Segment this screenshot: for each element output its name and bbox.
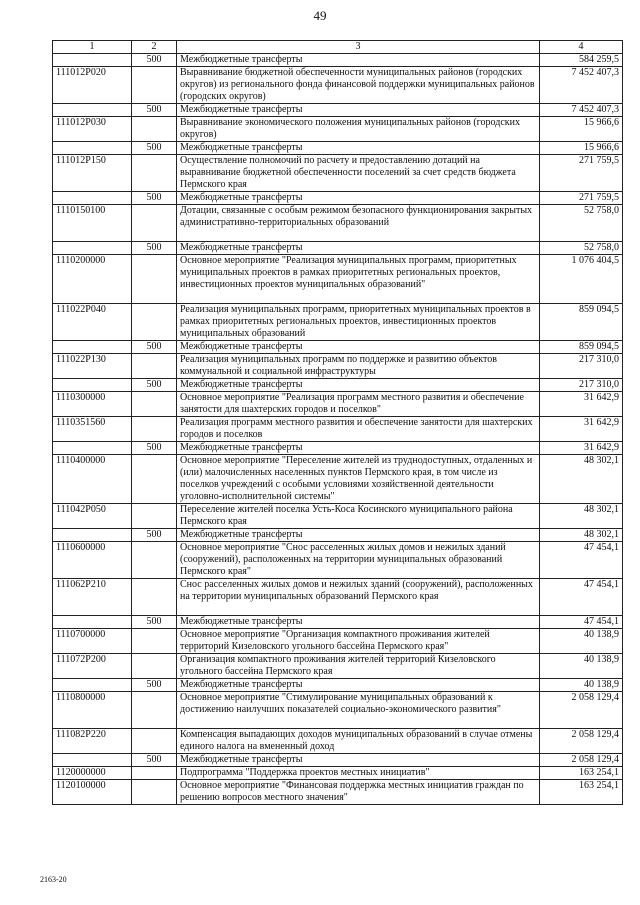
table-row bbox=[53, 455, 623, 504]
row-name: Межбюджетные трансферты bbox=[177, 616, 540, 629]
row-expense-type bbox=[132, 417, 177, 442]
row-amount: 2 058 129,4 bbox=[540, 692, 623, 729]
row-name: Осуществление полномочий по расчету и предоставлению дотаций на выравнивание бюджетной обеспеченности поселений за счет средств бюджета Пермского края bbox=[177, 155, 540, 192]
row-name: Межбюджетные трансферты bbox=[177, 754, 540, 767]
table-row bbox=[53, 754, 623, 767]
row-code bbox=[53, 754, 132, 767]
row-name: Выравнивание бюджетной обеспеченности муниципальных районов (городских округов) из регионального фонда финансовой поддержки муниципальных районов (городских округов) bbox=[177, 67, 540, 104]
row-amount: 47 454,1 bbox=[540, 616, 623, 629]
row-amount: 7 452 407,3 bbox=[540, 67, 623, 104]
row-amount: 271 759,5 bbox=[540, 155, 623, 192]
row-code: 1110200000 bbox=[53, 255, 132, 304]
row-code bbox=[53, 529, 132, 542]
row-expense-type bbox=[132, 654, 177, 679]
table-row bbox=[53, 304, 623, 341]
row-name: Межбюджетные трансферты bbox=[177, 529, 540, 542]
row-name: Основное мероприятие "Реализация муниципальных программ, приоритетных муниципальных проектов в рамках приоритетных региональных проектов, инвестиционных проектов муниципальных образований" bbox=[177, 255, 540, 304]
row-expense-type bbox=[132, 392, 177, 417]
row-name: Межбюджетные трансферты bbox=[177, 379, 540, 392]
table-row bbox=[53, 542, 623, 579]
table-row bbox=[53, 417, 623, 442]
table-row bbox=[53, 392, 623, 417]
row-expense-type bbox=[132, 729, 177, 754]
row-code: 1110351560 bbox=[53, 417, 132, 442]
table-row bbox=[53, 616, 623, 629]
table-row bbox=[53, 579, 623, 616]
row-name: Межбюджетные трансферты bbox=[177, 104, 540, 117]
row-code bbox=[53, 192, 132, 205]
row-name: Основное мероприятие "Стимулирование муниципальных образований к достижению наилучших показателей социально-экономического развития" bbox=[177, 692, 540, 729]
table-header-row bbox=[53, 41, 623, 54]
row-name: Межбюджетные трансферты bbox=[177, 54, 540, 67]
row-name: Основное мероприятие "Снос расселенных жилых домов и нежилых зданий (сооружений), расположенных на территории муниципальных образований Пермского края" bbox=[177, 542, 540, 579]
row-amount: 2 058 129,4 bbox=[540, 729, 623, 754]
table-row bbox=[53, 242, 623, 255]
row-name: Организация компактного проживания жителей территорий Кизеловского угольного бассейна Пермского края bbox=[177, 654, 540, 679]
row-expense-type: 500 bbox=[132, 341, 177, 354]
row-amount: 31 642,9 bbox=[540, 417, 623, 442]
row-expense-type bbox=[132, 629, 177, 654]
row-amount: 52 758,0 bbox=[540, 205, 623, 242]
table-row bbox=[53, 142, 623, 155]
table-row bbox=[53, 192, 623, 205]
table-row bbox=[53, 205, 623, 242]
row-expense-type bbox=[132, 579, 177, 616]
row-amount: 40 138,9 bbox=[540, 654, 623, 679]
row-name: Снос расселенных жилых домов и нежилых зданий (сооружений), расположенных на территории муниципальных образований Пермского края bbox=[177, 579, 540, 616]
row-name: Реализация программ местного развития и обеспечение занятости для шахтерских городов и поселков bbox=[177, 417, 540, 442]
row-expense-type bbox=[132, 780, 177, 805]
table-row bbox=[53, 54, 623, 67]
row-code: 111022P040 bbox=[53, 304, 132, 341]
row-name: Реализация муниципальных программ, приоритетных муниципальных проектов в рамках приоритетных региональных проектов, инвестиционных проектов муниципальных образований bbox=[177, 304, 540, 341]
row-expense-type: 500 bbox=[132, 616, 177, 629]
row-amount: 859 094,5 bbox=[540, 341, 623, 354]
row-code: 111072P200 bbox=[53, 654, 132, 679]
row-expense-type: 500 bbox=[132, 242, 177, 255]
row-name: Компенсация выпадающих доходов муниципальных образований в случае отмены единого налога на вмененный доход bbox=[177, 729, 540, 754]
row-name: Реализация муниципальных программ по поддержке и развитию объектов коммунальной и социальной инфраструктуры bbox=[177, 354, 540, 379]
row-code bbox=[53, 379, 132, 392]
row-expense-type: 500 bbox=[132, 192, 177, 205]
footer-code: 2163-20 bbox=[40, 875, 67, 884]
header-col-2: 2 bbox=[132, 41, 177, 54]
table-row bbox=[53, 767, 623, 780]
row-amount: 2 058 129,4 bbox=[540, 754, 623, 767]
row-expense-type bbox=[132, 117, 177, 142]
row-expense-type bbox=[132, 504, 177, 529]
row-code: 111012P030 bbox=[53, 117, 132, 142]
row-code: 111012P020 bbox=[53, 67, 132, 104]
row-code bbox=[53, 54, 132, 67]
row-code: 111082P220 bbox=[53, 729, 132, 754]
header-col-1: 1 bbox=[53, 41, 132, 54]
row-name: Подпрограмма "Поддержка проектов местных инициатив" bbox=[177, 767, 540, 780]
row-amount: 7 452 407,3 bbox=[540, 104, 623, 117]
row-name: Межбюджетные трансферты bbox=[177, 442, 540, 455]
row-name: Межбюджетные трансферты bbox=[177, 142, 540, 155]
row-name: Межбюджетные трансферты bbox=[177, 242, 540, 255]
row-amount: 40 138,9 bbox=[540, 629, 623, 654]
row-code: 111042P050 bbox=[53, 504, 132, 529]
row-expense-type: 500 bbox=[132, 442, 177, 455]
row-expense-type bbox=[132, 205, 177, 242]
row-expense-type: 500 bbox=[132, 529, 177, 542]
table-row bbox=[53, 780, 623, 805]
table-row bbox=[53, 679, 623, 692]
row-amount: 271 759,5 bbox=[540, 192, 623, 205]
row-amount: 217 310,0 bbox=[540, 354, 623, 379]
row-code bbox=[53, 142, 132, 155]
row-expense-type bbox=[132, 542, 177, 579]
table-row bbox=[53, 654, 623, 679]
row-name: Основное мероприятие "Финансовая поддержка местных инициатив граждан по решению вопросов местного значения" bbox=[177, 780, 540, 805]
row-name: Дотации, связанные с особым режимом безопасного функционирования закрытых административно-территориальных образований bbox=[177, 205, 540, 242]
row-amount: 859 094,5 bbox=[540, 304, 623, 341]
row-code: 1110800000 bbox=[53, 692, 132, 729]
row-expense-type bbox=[132, 767, 177, 780]
table-row bbox=[53, 341, 623, 354]
row-expense-type bbox=[132, 304, 177, 341]
row-amount: 48 302,1 bbox=[540, 529, 623, 542]
row-code: 1110600000 bbox=[53, 542, 132, 579]
table-row bbox=[53, 442, 623, 455]
row-expense-type bbox=[132, 67, 177, 104]
row-amount: 1 076 404,5 bbox=[540, 255, 623, 304]
row-amount: 217 310,0 bbox=[540, 379, 623, 392]
table-row bbox=[53, 729, 623, 754]
row-code: 1110400000 bbox=[53, 455, 132, 504]
row-expense-type: 500 bbox=[132, 679, 177, 692]
row-amount: 31 642,9 bbox=[540, 442, 623, 455]
row-code: 111022P130 bbox=[53, 354, 132, 379]
budget-table bbox=[52, 40, 623, 805]
row-expense-type: 500 bbox=[132, 379, 177, 392]
row-code bbox=[53, 341, 132, 354]
table-row bbox=[53, 104, 623, 117]
row-code: 111062P210 bbox=[53, 579, 132, 616]
row-code: 111012P150 bbox=[53, 155, 132, 192]
row-amount: 48 302,1 bbox=[540, 504, 623, 529]
row-code: 1120100000 bbox=[53, 780, 132, 805]
row-code: 1120000000 bbox=[53, 767, 132, 780]
row-amount: 52 758,0 bbox=[540, 242, 623, 255]
row-name: Межбюджетные трансферты bbox=[177, 341, 540, 354]
row-amount: 15 966,6 bbox=[540, 117, 623, 142]
header-col-4: 4 bbox=[540, 41, 623, 54]
row-name: Межбюджетные трансферты bbox=[177, 192, 540, 205]
header-col-3: 3 bbox=[177, 41, 540, 54]
row-code bbox=[53, 242, 132, 255]
row-amount: 31 642,9 bbox=[540, 392, 623, 417]
row-expense-type: 500 bbox=[132, 142, 177, 155]
row-amount: 163 254,1 bbox=[540, 767, 623, 780]
row-name: Основное мероприятие "Организация компактного проживания жителей территорий Кизеловского угольного бассейна Пермского края" bbox=[177, 629, 540, 654]
row-expense-type bbox=[132, 455, 177, 504]
row-amount: 47 454,1 bbox=[540, 579, 623, 616]
row-name: Межбюджетные трансферты bbox=[177, 679, 540, 692]
row-amount: 584 259,5 bbox=[540, 54, 623, 67]
table-row bbox=[53, 629, 623, 654]
table-row bbox=[53, 504, 623, 529]
row-amount: 40 138,9 bbox=[540, 679, 623, 692]
row-amount: 48 302,1 bbox=[540, 455, 623, 504]
table-row bbox=[53, 379, 623, 392]
row-code bbox=[53, 442, 132, 455]
table-row bbox=[53, 155, 623, 192]
row-expense-type: 500 bbox=[132, 54, 177, 67]
table-row bbox=[53, 67, 623, 104]
page-number: 49 bbox=[313, 8, 327, 23]
row-amount: 47 454,1 bbox=[540, 542, 623, 579]
row-name: Выравнивание экономического положения муниципальных районов (городских округов) bbox=[177, 117, 540, 142]
row-name: Переселение жителей поселка Усть-Коса Косинского муниципального района Пермского края bbox=[177, 504, 540, 529]
row-name: Основное мероприятие "Реализация программ местного развития и обеспечение занятости для шахтерских городов и поселков" bbox=[177, 392, 540, 417]
row-expense-type: 500 bbox=[132, 104, 177, 117]
row-expense-type bbox=[132, 692, 177, 729]
row-code bbox=[53, 104, 132, 117]
row-code bbox=[53, 616, 132, 629]
row-code: 1110150100 bbox=[53, 205, 132, 242]
row-code: 1110300000 bbox=[53, 392, 132, 417]
table-row bbox=[53, 354, 623, 379]
row-amount: 15 966,6 bbox=[540, 142, 623, 155]
row-expense-type: 500 bbox=[132, 754, 177, 767]
table-row bbox=[53, 255, 623, 304]
row-code: 1110700000 bbox=[53, 629, 132, 654]
table-row bbox=[53, 529, 623, 542]
row-code bbox=[53, 679, 132, 692]
row-expense-type bbox=[132, 354, 177, 379]
row-name: Основное мероприятие "Переселение жителей из труднодоступных, отдаленных и (или) малочисленных населенных пунктов Пермского края, в том числе из поселков учреждений с особыми условиями хозяйственной деятельности уголовно-исполнительной системы" bbox=[177, 455, 540, 504]
table-row bbox=[53, 117, 623, 142]
row-expense-type bbox=[132, 155, 177, 192]
row-expense-type bbox=[132, 255, 177, 304]
table-row bbox=[53, 692, 623, 729]
row-amount: 163 254,1 bbox=[540, 780, 623, 805]
